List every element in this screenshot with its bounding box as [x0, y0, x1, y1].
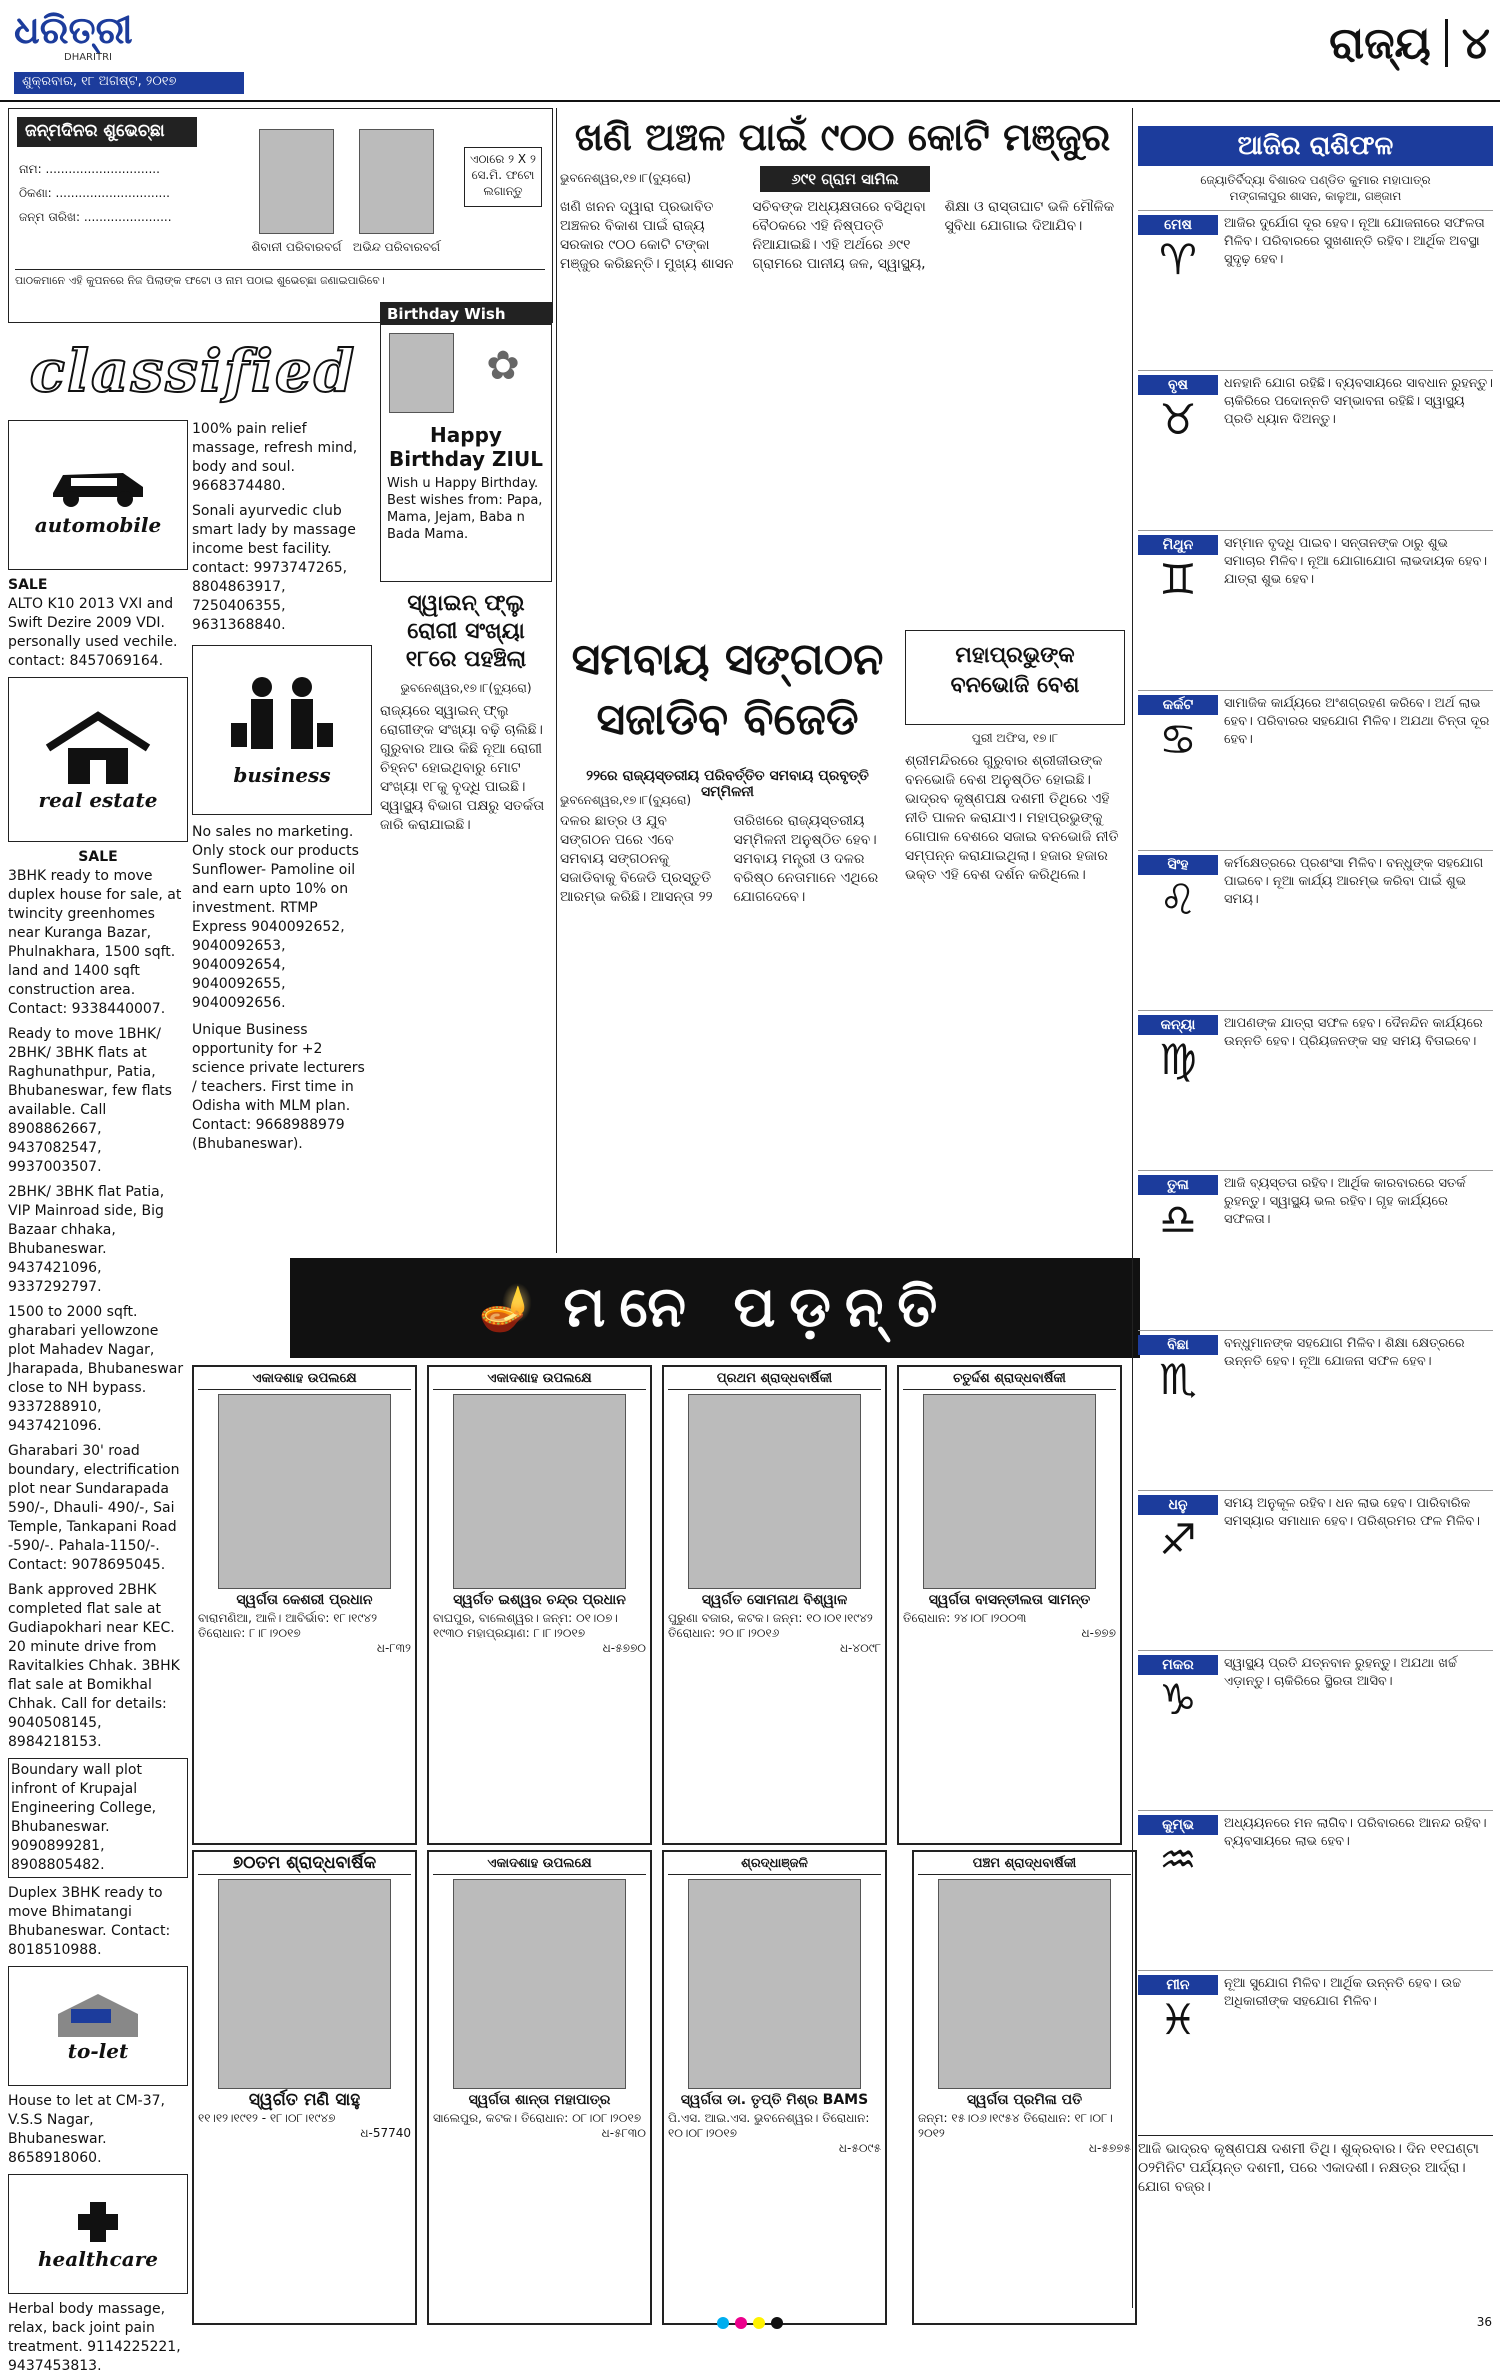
rashi-aquarius — [1138, 1810, 1493, 1970]
rashi-label: ସିଂହ — [1138, 855, 1218, 875]
mane-padanti-banner — [290, 1258, 1140, 1358]
rashi-label: ମୀନ — [1138, 1975, 1218, 1995]
rashi-label: ବିଛା — [1138, 1335, 1218, 1355]
classified-column-1 — [8, 420, 188, 2374]
obituary-ref: ଧ-୫୦୯୫ — [838, 2141, 881, 2155]
automobile-label: automobile — [34, 513, 162, 537]
rashi-text: ବନ୍ଧୁମାନଙ୍କ ସହଯୋଗ ମିଳିବ। ଶିକ୍ଷା କ୍ଷେତ୍ରରେ ଉନ୍ନତି ହେବ। ନୂଆ ଯୋଜନା ସଫଳ ହେବ। — [1224, 1336, 1465, 1369]
obituary-text: ବାଘପୁର, ବାଲେଶ୍ୱର। ଜନ୍ମ: ୦୧।୦୭।୧୯୩୦ ମହାପ୍ରୟାଣ: ୮।୮।୨୦୧୭ — [433, 1611, 618, 1640]
obituary-caption: ୭୦ତମ ଶ୍ରାଦ୍ଧବାର୍ଷିକ — [198, 1856, 411, 1875]
rashi-label: ଧନୁ — [1138, 1495, 1218, 1515]
panjika-footer: ଆଜି ଭାଦ୍ରବ କୃଷ୍ଣପକ୍ଷ ଦଶମୀ ତିଥି। ଶୁକ୍ରବାର। ଦିନ ୧୧ଘଣ୍ଟା ୦୨ମିନିଟ ପର୍ଯ୍ୟନ୍ତ ଦଶମୀ, ପରେ ଏକାଦଶୀ। ନକ୍ଷତ୍ର ଆର୍ଦ୍ରା। ଯୋଗ ବଜ୍ର। — [1138, 2135, 1493, 2305]
obituary-text: ବାରାମଣିଆ, ଆଳି। ଆବିର୍ଭାବ: ୧୮।୧୯୪୨ ତିରୋଧାନ: ୮।୮।୨୦୧୭ — [198, 1611, 378, 1640]
column-rule — [556, 108, 557, 1253]
rashi-text: ଧନହାନି ଯୋଗ ରହିଛି। ବ୍ୟବସାୟରେ ସାବଧାନ ରୁହନ୍ତୁ। ଚାକିରିରେ ପଦୋନ୍ନତି ସମ୍ଭାବନା ରହିଛି। ସ୍ୱାସ୍ଥ୍ୟ ପ୍ରତି ଧ୍ୟାନ ଦିଅନ୍ତୁ। — [1224, 376, 1493, 427]
mahaprabhu-dateline: ପୁରୀ ଅଫିସ, ୧୭।୮ — [971, 731, 1059, 745]
child-photo-2 — [359, 129, 434, 234]
ad-no-sales: No sales no marketing. Only stock our products Sunflower- Pamoline oil and earn upto 10% on investment. RTMP Express 9040092652, 9040092653, 9040092654, 9040092655, 9040092656. — [192, 824, 359, 1011]
classified-title: classified — [29, 337, 357, 405]
rashi-text: ଆପଣଙ୍କ ଯାତ୍ରା ସଫଳ ହେବ। ଦୈନନ୍ଦିନ କାର୍ଯ୍ୟରେ ଉନ୍ନତି ହେବ। ପ୍ରିୟଜନଙ୍କ ସହ ସମୟ ବିତାଇବେ। — [1224, 1016, 1483, 1049]
obituary-ref: ଧ-୫୮୩୦ — [601, 2126, 646, 2140]
coupon-address-field[interactable]: ଠିକଣା: .............................. — [19, 186, 170, 200]
ad-pain-relief: 100% pain relief massage, refresh mind, body and soul. 9668374480. — [192, 421, 358, 494]
obituary-ref: ଧ-୭୭୭ — [1081, 1626, 1116, 1640]
obituary-row-2-last — [912, 1850, 1137, 2325]
birthday-message: Wish u Happy Birthday. Best wishes from: Papa, Mama, Jejam, Baba n Bada Mama. — [387, 476, 543, 542]
aquarius-icon: ♒ — [1159, 1835, 1197, 1884]
mahaprabhu-body: ଶ୍ରୀମନ୍ଦିରରେ ଗୁରୁବାର ଶ୍ରୀଜୀଉଙ୍କ ବନଭୋଜି ବେଶ ଅନୁଷ୍ଠିତ ହୋଇଛି। ଭାଦ୍ରବ କୃଷ୍ଣପକ୍ଷ ଦଶମୀ ତିଥିରେ ଏହି ନୀତି ପାଳନ କରାଯାଏ। ମହାପ୍ରଭୁଙ୍କୁ ଗୋପାଳ ବେଶରେ ସଜାଇ ବନଭୋଜି ନୀତି ସମ୍ପନ୍ନ କରାଯାଇଥିଲା। ହଜାର ହଜାର ଭକ୍ତ ଏହି ବେଶ ଦର୍ଶନ କରିଥିଲେ। — [905, 753, 1119, 883]
rashi-gemini — [1138, 530, 1493, 690]
ad-plot-mahadev: 1500 to 2000 sqft. gharabari yellowzone plot Mahadev Nagar, Jharapada, Bhubaneswar close to NH bypass. 9337288910, 9437421096. — [8, 1304, 184, 1434]
ad-flat-patia: 2BHK/ 3BHK flat Patia, VIP Mainroad side, Big Bazaar chhaka, Bhubaneswar. 9437421096, 9337292797. — [8, 1184, 165, 1295]
rashi-cancer — [1138, 690, 1493, 850]
scorpio-icon: ♏ — [1159, 1355, 1197, 1404]
obituary-ref: ଧ-୮୩୨ — [376, 1641, 411, 1655]
libra-icon: ♎ — [1159, 1195, 1197, 1244]
obituary-card — [912, 1850, 1137, 2325]
ad-herbal-massage: Herbal body massage, relax, back joint pain treatment. 9114225221, 9437453813. — [8, 2301, 181, 2374]
birthday-wish-box — [380, 302, 552, 582]
obituary-ref: ଧ-57740 — [360, 2126, 411, 2140]
ad-house-to-let: House to let at CM-37, V.S.S Nagar, Bhubaneswar. 8658918060. — [8, 2093, 165, 2166]
healthcare-icon — [68, 2197, 128, 2247]
mahaprabhu-headline-line1: ମହାପ୍ରଭୁଙ୍କ — [955, 643, 1075, 668]
obituary-caption: ଚତୁର୍ଦ୍ଦଶ ଶ୍ରାଦ୍ଧବାର୍ଷିକୀ — [903, 1371, 1116, 1390]
obituary-card — [192, 1850, 417, 2325]
rashifala-author: ଜ୍ୟୋତିର୍ବିଦ୍ୟା ବିଶାରଦ ପଣ୍ଡିତ କୁମାର ମହାପାତ୍ର — [1200, 173, 1431, 187]
ad-gharabari: Gharabari 30' road boundary, electrification plot near Sundarapada 590/-, Dhauli- 490/-, Sai Temple, Tankapani Road -590/-. Pahala-1150/-. Contact: 9078695045. — [8, 1443, 180, 1573]
obituary-photo — [688, 1394, 861, 1589]
page-number: ୪ — [1461, 17, 1490, 69]
cooperative-headline-line1: ସମବାୟ ସଙ୍ଗଠନ — [571, 634, 884, 685]
obituary-name: ସ୍ୱର୍ଗତ ମଣି ସାହୁ — [248, 2090, 361, 2110]
obituary-photo — [218, 1394, 391, 1589]
swine-flu-body: ରାଜ୍ୟରେ ସ୍ୱାଇନ୍ ଫ୍ଲୁ ରୋଗୀଙ୍କ ସଂଖ୍ୟା ବଢ଼ି ଚାଲିଛି। ଗୁରୁବାର ଆଉ କିଛି ନୂଆ ରୋଗୀ ଚିହ୍ନଟ ହୋଇଥିବାରୁ ମୋଟ ସଂଖ୍ୟା ୧୮କୁ ବୃଦ୍ଧି ପାଇଛି। ସ୍ୱାସ୍ଥ୍ୟ ବିଭାଗ ପକ୍ଷରୁ ସତର୍କତା ଜାରି କରାଯାଇଛି। — [380, 703, 545, 833]
rashi-pisces — [1138, 1970, 1493, 2130]
ad-bank-approved: Bank approved 2BHK completed flat sale at Gudiapokhari near KEC. 20 minute drive from Ravitalkies Chhak. 3BHK flat sale at Bomikhal Chhak. Call for details: 9040508145, 8984218153. — [8, 1582, 180, 1750]
obituary-caption: ଶ୍ରଦ୍ଧାଞ୍ଜଳି — [668, 1856, 881, 1875]
obituary-name: ସ୍ୱର୍ଗତା ବାସନ୍ତୀଲତା ସାମନ୍ତ — [928, 1592, 1091, 1608]
child-caption-1: ଶିବାନୀ ପରିବାରବର୍ଗ — [251, 240, 342, 254]
rashi-text: ଆଜିର ଦୁର୍ଯୋଗ ଦୂର ହେବ। ନୂଆ ଯୋଜନାରେ ସଫଳତା ମିଳିବ। ପରିବାରରେ ସୁଖଶାନ୍ତି ରହିବ। ଆର୍ଥିକ ଅବସ୍ଥା ସୁଦୃଢ଼ ହେବ। — [1224, 216, 1485, 267]
diya-icon: 🪔 — [478, 1283, 534, 1334]
obituary-card — [427, 1850, 652, 2325]
obituary-name: ସ୍ୱର୍ଗତା ପ୍ରମିଳା ପତି — [966, 2092, 1083, 2108]
obituary-caption: ଏକାଦଶାହ ଉପଲକ୍ଷେ — [433, 1856, 646, 1875]
page-footer-number: 36 — [1476, 2315, 1492, 2329]
obituary-row-2 — [192, 1850, 902, 2325]
obituary-text: ପୁରୁଣା ବଜାର, କଟକ। ଜନ୍ମ: ୧୦।୦୧।୧୯୪୨ ତିରୋଧାନ: ୨୦।୮।୨୦୧୬ — [668, 1611, 873, 1640]
pisces-icon: ♓ — [1159, 1995, 1197, 2044]
obituary-photo — [688, 1879, 861, 2089]
rashi-text: ସମୟ ଅନୁକୂଳ ରହିବ। ଧନ ଲାଭ ହେବ। ପାରିବାରିକ ସମସ୍ୟାର ସମାଧାନ ହେବ। ପରିଶ୍ରମର ଫଳ ମିଳିବ। — [1224, 1496, 1480, 1529]
masthead-date: ଶୁକ୍ରବାର, ୧୮ ଅଗଷ୍ଟ, ୨୦୧୭ — [14, 72, 244, 94]
mining-headline: ଖଣି ଅଞ୍ଚଳ ପାଇଁ ୯୦୦ କୋଟି ମଞ୍ଜୁର — [574, 115, 1111, 159]
obituary-name: ସ୍ୱର୍ଗତ ଇଶ୍ୱର ଚନ୍ଦ୍ର ପ୍ରଧାନ — [453, 1592, 626, 1608]
gemini-icon: ♊ — [1159, 555, 1197, 604]
cooperative-body: ଦଳର ଛାତ୍ର ଓ ଯୁବ ସଙ୍ଗଠନ ପରେ ଏବେ ସମବାୟ ସଙ୍ଗଠନକୁ ସଜାଡିବାକୁ ବିଜେଡି ପ୍ରସ୍ତୁତି ଆରମ୍ଭ କରିଛି। ଆସନ୍ତା ୨୨ ତାରିଖରେ ରାଜ୍ୟସ୍ତରୀୟ ସମ୍ମିଳନୀ ଅନୁଷ୍ଠିତ ହେବ। ସମବାୟ ମନ୍ତ୍ରୀ ଓ ଦଳର ବରିଷ୍ଠ ନେତାମାନେ ଏଥିରେ ଯୋଗଦେବେ। — [560, 813, 879, 905]
rashi-label: ମିଥୁନ — [1138, 535, 1218, 555]
obituary-caption: ପଞ୍ଚମ ଶ୍ରାଦ୍ଧବାର୍ଷିକୀ — [918, 1856, 1131, 1875]
obituary-photo — [218, 1879, 391, 2089]
obituary-photo — [453, 1879, 626, 2089]
obituary-card — [192, 1365, 417, 1845]
logo-text: ଧରିତ୍ରୀ — [14, 8, 133, 52]
cooperative-headline-line2: ସଜାଡିବ ବିଜେଡି — [596, 694, 859, 745]
mining-body: ଖଣି ଖନନ ଦ୍ୱାରା ପ୍ରଭାବିତ ଅଞ୍ଚଳର ବିକାଶ ପାଇଁ ରାଜ୍ୟ ସରକାର ୯୦୦ କୋଟି ଟଙ୍କା ମଞ୍ଜୁର କରିଛନ୍ତି। ମୁଖ୍ୟ ଶାସନ ସଚିବଙ୍କ ଅଧ୍ୟକ୍ଷତାରେ ବସିଥିବା ବୈଠକରେ ଏହି ନିଷ୍ପତ୍ତି ନିଆଯାଇଛି। ଏହି ଅର୍ଥରେ ୬୯୧ ଗ୍ରାମରେ ପାନୀୟ ଜଳ, ସ୍ୱାସ୍ଥ୍ୟ, ଶିକ୍ଷା ଓ ରାସ୍ତାଘାଟ ଭଳି ମୌଳିକ ସୁବିଧା ଯୋଗାଇ ଦିଆଯିବ। — [560, 199, 1115, 272]
business-category[interactable] — [192, 645, 372, 815]
rashi-label: ବୃଷ — [1138, 375, 1218, 395]
obituary-caption: ଏକାଦଶାହ ଉପଲକ୍ଷେ — [198, 1371, 411, 1390]
rashifala-address: ମଙ୍ଗଳାପୁର ଶାସନ, କାଳୁଆ, ଗଞ୍ଜାମ — [1229, 189, 1402, 203]
obituary-caption: ଏକାଦଶାହ ଉପଲକ୍ଷେ — [433, 1371, 646, 1390]
obituary-caption: ପ୍ରଥମ ଶ୍ରାଦ୍ଧବାର୍ଷିକୀ — [668, 1371, 881, 1390]
birthday-wish-title: Birthday Wish — [381, 303, 551, 325]
rashi-label: ମେଷ — [1138, 215, 1218, 235]
mane-padanti-title: ମନେ ପଡ଼ନ୍ତି — [563, 1275, 952, 1340]
aries-icon: ♈ — [1159, 235, 1197, 284]
rashi-text: ଅଧ୍ୟୟନରେ ମନ ଲାଗିବ। ପରିବାରରେ ଆନନ୍ଦ ରହିବ। ବ୍ୟବସାୟରେ ଲାଭ ହେବ। — [1224, 1816, 1487, 1849]
obituary-name: ସ୍ୱର୍ଗତା ଡା. ତୃପ୍ତି ମିଶ୍ର BAMS — [680, 2092, 869, 2108]
birthday-coupon — [8, 108, 553, 323]
business-label: business — [233, 763, 331, 787]
child-caption-2: ଅଭିନ୍ଦ ପରିବାରବର୍ଗ — [352, 240, 441, 254]
mining-dateline: ଭୁବନେଶ୍ୱର,୧୭।୮(ବ୍ୟୁରୋ) — [560, 171, 692, 185]
obituary-name: ସ୍ୱର୍ଗତା କେଶରୀ ପ୍ରଧାନ — [236, 1592, 373, 1608]
rashi-libra — [1138, 1170, 1493, 1330]
ad-sale-heading-2: SALE — [78, 849, 118, 865]
rashi-text: ନୂଆ ସୁଯୋଗ ମିଳିବ। ଆର୍ଥିକ ଉନ୍ନତି ହେବ। ଉଚ୍ଚ ଅଧିକାରୀଙ୍କ ସହଯୋଗ ମିଳିବ। — [1224, 1976, 1462, 2009]
obituary-ref: ଧ-୪୦୯୮ — [839, 1641, 881, 1655]
rashi-text: ସ୍ୱାସ୍ଥ୍ୟ ପ୍ରତି ଯତ୍ନବାନ ରୁହନ୍ତୁ। ଅଯଥା ଖର୍ଚ୍ଚ ଏଡ଼ାନ୍ତୁ। ଚାକିରିରେ ସ୍ଥିରତା ଆସିବ। — [1224, 1656, 1457, 1689]
section-title: ରାଜ୍ୟ — [1329, 17, 1431, 69]
birthday-coupon-title: ଜନ୍ମଦିନର ଶୁଭେଚ୍ଛା — [17, 117, 197, 147]
mining-subheading: ୬୯୧ ଗ୍ରାମ ସାମିଲ — [760, 166, 930, 192]
rashi-label: କନ୍ୟା — [1138, 1015, 1218, 1035]
continued-anchor — [905, 1250, 906, 1251]
print-marks — [0, 2312, 1500, 2334]
healthcare-category[interactable] — [8, 2174, 188, 2294]
rashifala-list — [1138, 210, 1493, 2130]
photo-placeholder: ଏଠାରେ ୨ X ୨ ସେ.ମି. ଫଟୋ ଲଗାନ୍ତୁ — [464, 147, 542, 207]
obituary-ref: ଧ-୫୭୭୦ — [602, 1641, 646, 1655]
cooperative-dateline: ଭୁବନେଶ୍ୱର,୧୭।୮(ବ୍ୟୁରୋ) — [560, 793, 692, 807]
child-photo-1 — [259, 129, 334, 234]
rashi-text: ସାମାଜିକ କାର୍ଯ୍ୟରେ ଅଂଶଗ୍ରହଣ କରିବେ। ଅର୍ଥ ଲାଭ ହେବ। ପରିବାରର ସହଯୋଗ ମିଳିବ। ଅଯଥା ଚିନ୍ତା ଦୂର ହେବ। — [1224, 696, 1490, 747]
leo-icon: ♌ — [1159, 875, 1197, 924]
rashi-label: ତୁଳା — [1138, 1175, 1218, 1195]
obituary-text: ତିରୋଧାନ: ୨୪।୦୮।୨୦୦୩ — [903, 1611, 1027, 1625]
rashifala-title: ଆଜିର ରାଶିଫଳ — [1138, 126, 1493, 166]
obituary-text: ୧୧।୧୨।୧୯୧୨ - ୧୮।୦୮।୧୯୪୭ — [198, 2111, 336, 2125]
ad-boundary-wall: Boundary wall plot infront of Krupajal Engineering College, Bhubaneswar. 9090899281, 8908805482. — [8, 1758, 188, 1878]
obituary-photo — [923, 1394, 1096, 1589]
coupon-note: ପାଠକମାନେ ଏହି କୁପନରେ ନିଜ ପିଲାଙ୍କ ଫଟୋ ଓ ନାମ ପଠାଇ ଶୁଭେଚ୍ଛା ଜଣାଇପାରିବେ। — [15, 269, 545, 288]
rashi-label: ମକର — [1138, 1655, 1218, 1675]
obituary-name: ସ୍ୱର୍ଗତା ଶାନ୍ତା ମହାପାତ୍ର — [468, 2092, 611, 2108]
rashi-label: କର୍କଟ — [1138, 695, 1218, 715]
obituary-card — [897, 1365, 1122, 1845]
obituary-card — [427, 1365, 652, 1845]
rashi-capricorn — [1138, 1650, 1493, 1810]
business-icon — [227, 673, 337, 763]
rashi-sagittarius — [1138, 1490, 1493, 1650]
rashi-scorpio — [1138, 1330, 1493, 1490]
swine-flu-article — [380, 590, 552, 1250]
classified-column-2 — [192, 420, 372, 1270]
rashi-label: କୁମ୍ଭ — [1138, 1815, 1218, 1835]
birthday-heading: Happy Birthday ZIUL — [389, 423, 543, 471]
rashi-aries — [1138, 210, 1493, 370]
sagittarius-icon: ♐ — [1159, 1515, 1197, 1564]
obituary-ref: ଧ-୫୭୭୫ — [1088, 2141, 1131, 2155]
car-icon — [43, 453, 153, 513]
swine-flu-dateline: ଭୁବନେଶ୍ୱର,୧୭।୮(ବ୍ୟୁରୋ) — [400, 681, 532, 695]
black-mark-icon — [771, 2317, 783, 2329]
to-let-icon — [53, 1989, 143, 2039]
capricorn-icon: ♑ — [1159, 1675, 1197, 1724]
obituary-text: ପି.ଏସ. ଆଇ.ଏସ. ଭୁବନେଶ୍ୱର। ତିରୋଧାନ: ୧୦।୦୮।୨୦୧୭ — [668, 2111, 870, 2140]
obituary-photo — [938, 1879, 1111, 2089]
real-estate-category[interactable] — [8, 677, 188, 842]
obituary-text: ଜନ୍ମ: ୧୫।୦୬।୧୯୫୪ ତିରୋଧାନ: ୧୮।୦୮।୨୦୧୨ — [918, 2111, 1113, 2140]
logo-sub: DHARITRI — [64, 52, 112, 63]
mahaprabhu-headline — [905, 630, 1125, 725]
obituary-card — [662, 1365, 887, 1845]
yellow-mark-icon — [753, 2317, 765, 2329]
magenta-mark-icon — [735, 2317, 747, 2329]
rashi-text: କର୍ମକ୍ଷେତ୍ରରେ ପ୍ରଶଂସା ମିଳିବ। ବନ୍ଧୁଙ୍କ ସହଯୋଗ ପାଇବେ। ନୂଆ କାର୍ଯ୍ୟ ଆରମ୍ଭ କରିବା ପାଇଁ ଶୁଭ ସମୟ। — [1224, 856, 1484, 907]
cooperative-headline — [560, 630, 895, 760]
ad-sale-heading-1: SALE — [8, 577, 48, 593]
obituary-text: ସାଲେପୁର, କଟକ। ତିରୋଧାନ: ୦୮।୦୮।୨୦୧୭ — [433, 2111, 642, 2125]
ad-alto: ALTO K10 2013 VXI and Swift Dezire 2009 VDI. personally used vechile. contact: 8457069164. — [8, 596, 178, 669]
rashi-text: ସମ୍ମାନ ବୃଦ୍ଧି ପାଇବ। ସନ୍ତାନଙ୍କ ଠାରୁ ଶୁଭ ସମାଚାର ମିଳିବ। ନୂଆ ଯୋଗାଯୋଗ ଲାଭଦାୟକ ହେବ। ଯାତ୍ରା ଶୁଭ ହେବ। — [1224, 536, 1488, 587]
section-header — [1200, 8, 1490, 78]
ad-flats-raghunathpur: Ready to move 1BHK/ 2BHK/ 3BHK flats at Raghunathpur, Patia, Bhubaneswar, few flats available. Call 8908862667, 9437082547, 9937003507. — [8, 1026, 172, 1175]
house-icon — [38, 708, 158, 788]
cancer-icon: ♋ — [1159, 715, 1197, 764]
ad-business-opportunity: Unique Business opportunity for +2 science private lecturers / teachers. First time in Odisha with MLM plan. Contact: 9668988979 (Bhubaneswar). — [192, 1022, 365, 1152]
taurus-icon: ♉ — [1159, 395, 1197, 444]
healthcare-label: healthcare — [38, 2247, 158, 2271]
coupon-dob-field[interactable]: ଜନ୍ମ ତାରିଖ: ....................... — [19, 210, 172, 224]
real-estate-label: real estate — [38, 787, 158, 812]
automobile-category[interactable] — [8, 420, 188, 570]
cyan-mark-icon — [717, 2317, 729, 2329]
ad-ayurvedic-club: Sonali ayurvedic club smart lady by massage income best facility. contact: 9973747265, 8804863917, 7250406355, 9631368840. — [192, 503, 356, 633]
obituary-name: ସ୍ୱର୍ଗତ ସୋମନାଥ ବିଶ୍ୱାଳ — [701, 1592, 848, 1608]
birthday-photo — [389, 333, 454, 413]
ad-duplex: 3BHK ready to move duplex house for sale, at twincity greenhomes near Kuranga Bazar, Phulnakhara, 1500 sqft. land and 1400 sqft construction area. Contact: 9338440007. — [8, 868, 182, 1017]
to-let-category[interactable] — [8, 1966, 188, 2086]
rashi-taurus — [1138, 370, 1493, 530]
to-let-label: to-let — [67, 2039, 129, 2063]
obituary-card — [662, 1850, 887, 2325]
mahaprabhu-headline-line2: ବନଭୋଜି ବେଶ — [950, 673, 1080, 698]
swine-flu-headline: ସ୍ୱାଇନ୍ ଫ୍ଲୁ ରୋଗୀ ସଂଖ୍ୟା ୧୮ରେ ପହଞ୍ଚିଲା — [405, 591, 527, 672]
rashi-virgo — [1138, 1010, 1493, 1170]
coupon-name-field[interactable]: ନାମ: .............................. — [19, 162, 160, 176]
obituary-row-1 — [192, 1365, 1130, 1845]
cooperative-subheading: ୨୨ରେ ରାଜ୍ୟସ୍ତରୀୟ ପରିବର୍ତ୍ତିତ ସମବାୟ ପ୍ରବୃତ୍ତି ସମ୍ମିଳନୀ — [586, 768, 869, 800]
column-rule — [1132, 108, 1133, 2308]
flower-icon: ✿ — [486, 343, 520, 389]
rashi-text: ଆଜି ବ୍ୟସ୍ତତା ରହିବ। ଆର୍ଥିକ କାରବାରରେ ସତର୍କ ରୁହନ୍ତୁ। ସ୍ୱାସ୍ଥ୍ୟ ଭଲ ରହିବ। ଗୃହ କାର୍ଯ୍ୟରେ ସଫଳତା। — [1224, 1176, 1466, 1227]
obituary-photo — [453, 1394, 626, 1589]
masthead-logo — [14, 8, 174, 68]
ad-duplex-bhimatangi: Duplex 3BHK ready to move Bhimatangi Bhubaneswar. Contact: 8018510988. — [8, 1885, 171, 1958]
rashi-leo — [1138, 850, 1493, 1010]
virgo-icon: ♍ — [1159, 1035, 1197, 1084]
